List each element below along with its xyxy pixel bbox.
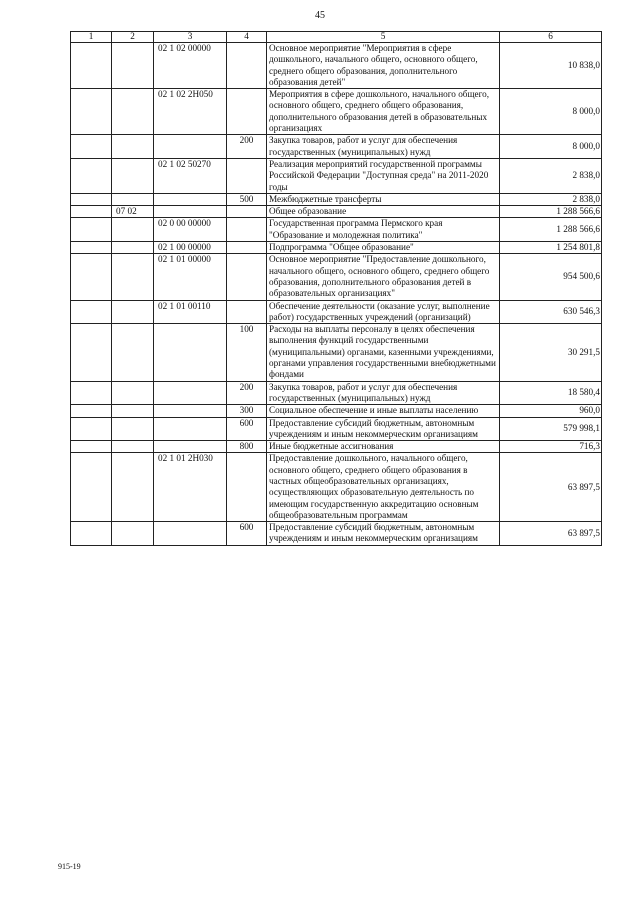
target-article-cell: 02 1 01 2Н030 [154,453,227,522]
table-row [71,300,602,324]
row-cell-col1 [71,158,112,193]
target-article-cell [154,417,227,441]
row-cell-col1 [71,254,112,300]
target-article-cell [154,206,227,218]
expense-type-cell [227,206,267,218]
expense-type-cell [227,218,267,242]
target-article-cell [154,381,227,405]
item-name-cell: Общее образование [267,206,500,218]
table-row [71,324,602,381]
item-name-cell: Социальное обеспечение и иные выплаты населению [267,405,500,417]
section-code-cell [112,158,154,193]
table-row [71,43,602,89]
table-row [71,158,602,193]
item-name-cell: Предоставление субсидий бюджетным, автономным учреждениям и иным некоммерческим организациям [267,522,500,546]
row-cell-col1 [71,324,112,381]
table-header-row [71,32,602,43]
target-article-cell [154,405,227,417]
row-cell-col1 [71,381,112,405]
section-code-cell [112,381,154,405]
amount-cell: 954 500,6 [500,254,602,300]
item-name-cell: Предоставление субсидий бюджетным, автономным учреждениям и иным некоммерческим организациям [267,417,500,441]
amount-cell: 18 580,4 [500,381,602,405]
row-cell-col1 [71,193,112,205]
item-name-cell: Предоставление дошкольного, начального общего, основного общего, среднего общего образования в частных общеобразовательных организациях, осуществляющих образовательную деятельность по имеющим государственную аккредитацию основным общеобразовательным программам [267,453,500,522]
row-cell-col1 [71,405,112,417]
footer-code: 915-19 [58,862,81,871]
amount-cell: 579 998,1 [500,417,602,441]
table-row [71,135,602,159]
item-name-cell: Иные бюджетные ассигнования [267,441,500,453]
table-row [71,405,602,417]
row-cell-col1 [71,242,112,254]
target-article-cell: 02 1 01 00110 [154,300,227,324]
item-name-cell: Межбюджетные трансферты [267,193,500,205]
section-code-cell: 07 02 [112,206,154,218]
amount-cell: 1 288 566,6 [500,218,602,242]
column-header: 1 [71,32,112,43]
amount-cell: 63 897,5 [500,522,602,546]
target-article-cell [154,193,227,205]
section-code-cell [112,417,154,441]
expense-type-cell: 600 [227,522,267,546]
column-header: 4 [227,32,267,43]
section-code-cell [112,218,154,242]
section-code-cell [112,324,154,381]
amount-cell: 2 838,0 [500,193,602,205]
table-row [71,89,602,135]
row-cell-col1 [71,522,112,546]
column-header: 2 [112,32,154,43]
row-cell-col1 [71,89,112,135]
section-code-cell [112,522,154,546]
section-code-cell [112,193,154,205]
target-article-cell [154,135,227,159]
table-row [71,417,602,441]
row-cell-col1 [71,218,112,242]
row-cell-col1 [71,300,112,324]
target-article-cell: 02 1 02 2Н050 [154,89,227,135]
table-row [71,381,602,405]
section-code-cell [112,405,154,417]
table-row [71,522,602,546]
amount-cell: 960,0 [500,405,602,417]
amount-cell: 8 000,0 [500,89,602,135]
row-cell-col1 [71,43,112,89]
table-row [71,441,602,453]
expense-type-cell [227,43,267,89]
section-code-cell [112,254,154,300]
expense-type-cell [227,300,267,324]
expense-type-cell [227,453,267,522]
expense-type-cell: 100 [227,324,267,381]
page-number: 45 [315,10,325,21]
expense-type-cell: 800 [227,441,267,453]
expense-type-cell [227,89,267,135]
amount-cell: 1 254 801,8 [500,242,602,254]
section-code-cell [112,453,154,522]
target-article-cell [154,522,227,546]
item-name-cell: Обеспечение деятельности (оказание услуг, выполнение работ) государственных учреждений (организаций) [267,300,500,324]
table-row [71,254,602,300]
amount-cell: 10 838,0 [500,43,602,89]
target-article-cell [154,441,227,453]
row-cell-col1 [71,417,112,441]
section-code-cell [112,43,154,89]
item-name-cell: Государственная программа Пермского края "Образование и молодежная политика" [267,218,500,242]
target-article-cell [154,324,227,381]
expense-type-cell: 500 [227,193,267,205]
expense-type-cell: 600 [227,417,267,441]
table-row [71,193,602,205]
table-row [71,206,602,218]
expense-type-cell [227,158,267,193]
amount-cell: 2 838,0 [500,158,602,193]
expense-type-cell [227,254,267,300]
item-name-cell: Мероприятия в сфере дошкольного, начального общего, основного общего, среднего общего образования, дополнительного образования детей в образовательных организациях [267,89,500,135]
table-row [71,218,602,242]
column-header: 6 [500,32,602,43]
row-cell-col1 [71,206,112,218]
item-name-cell: Расходы на выплаты персоналу в целях обеспечения выполнения функций государственными (муниципальными) органами, казенными учреждениями, органами управления государственными внебюджетными фондами [267,324,500,381]
target-article-cell: 02 1 00 00000 [154,242,227,254]
expense-type-cell: 200 [227,381,267,405]
table-row [71,453,602,522]
target-article-cell: 02 1 02 00000 [154,43,227,89]
amount-cell: 630 546,3 [500,300,602,324]
target-article-cell: 02 1 01 00000 [154,254,227,300]
row-cell-col1 [71,441,112,453]
expense-type-cell: 200 [227,135,267,159]
item-name-cell: Закупка товаров, работ и услуг для обеспечения государственных (муниципальных) нужд [267,135,500,159]
section-code-cell [112,135,154,159]
expense-type-cell: 300 [227,405,267,417]
target-article-cell: 02 1 02 50270 [154,158,227,193]
row-cell-col1 [71,135,112,159]
column-header: 3 [154,32,227,43]
table-row [71,242,602,254]
amount-cell: 1 288 566,6 [500,206,602,218]
item-name-cell: Реализация мероприятий государственной программы Российской Федерации "Доступная среда" на 2011-2020 годы [267,158,500,193]
item-name-cell: Подпрограмма "Общее образование" [267,242,500,254]
item-name-cell: Закупка товаров, работ и услуг для обеспечения государственных (муниципальных) нужд [267,381,500,405]
column-header: 5 [267,32,500,43]
row-cell-col1 [71,453,112,522]
section-code-cell [112,441,154,453]
amount-cell: 63 897,5 [500,453,602,522]
target-article-cell: 02 0 00 00000 [154,218,227,242]
amount-cell: 30 291,5 [500,324,602,381]
budget-table [70,31,602,546]
item-name-cell: Основное мероприятие "Предоставление дошкольного, начального общего, основного общего, среднего общего образования, дополнительного образования детей в образовательных организациях" [267,254,500,300]
section-code-cell [112,89,154,135]
amount-cell: 8 000,0 [500,135,602,159]
expense-type-cell [227,242,267,254]
section-code-cell [112,300,154,324]
item-name-cell: Основное мероприятие "Мероприятия в сфере дошкольного, начального общего, основного общего, среднего общего образования, дополнительного образования детей" [267,43,500,89]
amount-cell: 716,3 [500,441,602,453]
table-body [71,43,602,546]
section-code-cell [112,242,154,254]
